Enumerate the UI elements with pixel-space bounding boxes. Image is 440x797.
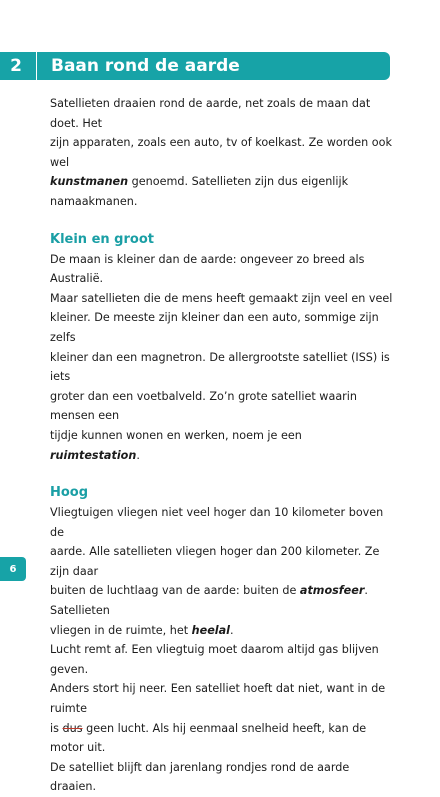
chapter-number: 2: [10, 56, 22, 76]
term-atmosfeer: atmosfeer: [299, 584, 365, 598]
page-number: 6: [0, 557, 26, 581]
term-ruimtestation: ruimtestation: [50, 448, 137, 462]
section2-line-1: Vliegtuigen vliegen niet veel hoger dan 10 kilometer boven de: [50, 506, 384, 539]
term-kunstmanen: kunstmanen: [50, 175, 129, 189]
section1-line-2: Maar satellieten die de mens heeft gemaakt zijn veel en veel: [50, 291, 393, 305]
section2-line-2: aarde. Alle satellieten vliegen hoger dan 200 kilometer. Ze zijn daar: [50, 545, 380, 578]
section2-line-4: [50, 621, 395, 641]
section2-line-3-pre: buiten de luchtlaag van de aarde: buiten de: [50, 584, 300, 598]
section1-line-6-pre: tijdje kunnen wonen en werken, noem je een: [50, 428, 302, 442]
section2-line-7-pre: is: [50, 721, 63, 735]
section1-line-6-post: .: [136, 448, 140, 462]
intro-line-3-rest: genoemd. Satellieten zijn dus eigenlijk namaakmanen.: [50, 175, 349, 208]
section2-line-6: Anders stort hij neer. Een satelliet hoeft dat niet, want in de ruimte: [50, 682, 386, 716]
chapter-divider: [36, 52, 37, 80]
term-heelal: heelal: [191, 623, 231, 637]
intro-paragraph: [50, 94, 395, 212]
section1-line-6: [50, 426, 395, 465]
section-heading-klein-en-groot: Klein en groot: [50, 231, 154, 247]
section1-line-3: kleiner. De meeste zijn kleiner dan een auto, sommige zijn zelfs: [50, 311, 379, 344]
chapter-header-bar: [0, 52, 390, 80]
section1-line-1: De maan is kleiner dan de aarde: ongeveer zo breed als Australië.: [50, 252, 365, 286]
section2-line-5: Lucht remt af. Een vliegtuig moet daarom altijd gas blijven geven.: [50, 643, 379, 676]
section-heading-hoog: Hoog: [50, 485, 89, 501]
section2-line-7-post: geen lucht. Als hij eenmaal snelheid heeft, kan de motor uit.: [50, 721, 367, 755]
section2-line-3-post: . Satellieten: [50, 584, 368, 618]
section2-line-4-post: .: [230, 623, 234, 637]
section1-paragraph: [50, 250, 395, 466]
chapter-title: Baan rond de aarde: [51, 56, 240, 76]
section2-paragraph: [50, 503, 395, 797]
intro-line-2: zijn apparaten, zoals een auto, tv of koelkast. Ze worden ook wel: [50, 136, 392, 169]
section1-line-4: kleiner dan een magnetron. De allergrootste satelliet (ISS) is iets: [50, 350, 390, 384]
section2-line-4-pre: vliegen in de ruimte, het: [50, 623, 192, 637]
strikethrough-word: dus: [62, 721, 83, 735]
section2-line-8: De satelliet blijft dan jarenlang rondjes rond de aarde draaien.: [50, 760, 350, 794]
intro-line-1: Satellieten draaien rond de aarde, net zoals de maan dat doet. Het: [50, 97, 371, 130]
section2-line-7: [50, 719, 395, 758]
section1-line-5: groter dan een voetbalveld. Zo’n grote satelliet waarin mensen een: [50, 389, 357, 423]
page-content: [50, 94, 395, 797]
section2-line-3: [50, 581, 395, 620]
intro-line-3: [50, 172, 395, 211]
